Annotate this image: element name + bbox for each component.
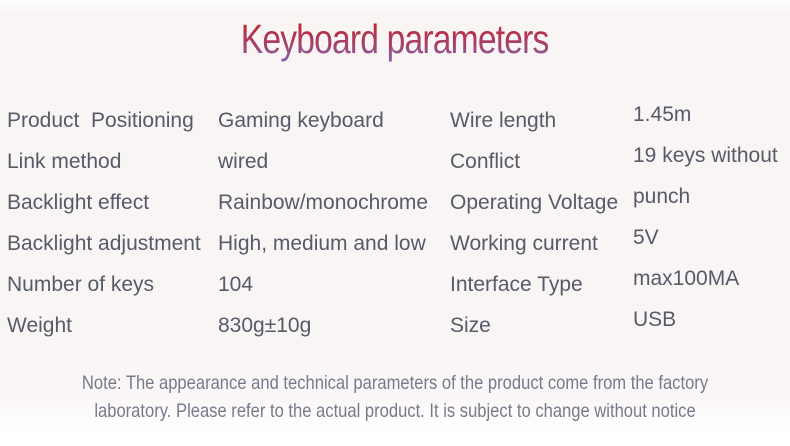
spec-label: Backlight adjustment	[7, 231, 201, 255]
disclaimer-line-1: Note: The appearance and technical parameters of the product come from the factory	[81, 372, 709, 394]
disclaimer-line-2: laboratory. Please refer to the actual product. It is subject to change without notice	[94, 400, 696, 422]
spec-row-conflict	[450, 141, 786, 182]
spec-row-size	[450, 305, 786, 346]
spec-value: 830g±10g	[218, 313, 312, 337]
spec-label: Operating Voltage	[450, 190, 619, 214]
spec-value: max100MA	[633, 266, 740, 290]
title-container	[0, 16, 790, 63]
spec-value: Rainbow/monochrome	[218, 190, 429, 214]
spec-value: 104	[218, 272, 254, 296]
spec-label: Product Positioning	[7, 108, 194, 132]
spec-value: wired	[218, 149, 269, 173]
spec-label: Size	[450, 313, 491, 337]
spec-value: 1.45m	[633, 102, 692, 126]
spec-row-operating-voltage	[450, 182, 786, 223]
spec-column-left	[7, 100, 447, 346]
spec-row-link-method	[7, 141, 447, 182]
spec-value: 5V	[633, 225, 659, 249]
spec-value: 19 keys without	[633, 143, 778, 167]
spec-column-right	[450, 100, 786, 346]
spec-label: Backlight effect	[7, 190, 150, 214]
spec-row-product-positioning	[7, 100, 447, 141]
disclaimer-note	[0, 369, 790, 425]
spec-row-wire-length	[450, 100, 786, 141]
spec-row-working-current	[450, 223, 786, 264]
spec-row-weight	[7, 305, 447, 346]
spec-value: Gaming keyboard	[218, 108, 384, 132]
spec-label: Weight	[7, 313, 72, 337]
spec-label: Link method	[7, 149, 122, 173]
spec-row-interface-type	[450, 264, 786, 305]
spec-label: Wire length	[450, 108, 557, 132]
spec-row-backlight-effect	[7, 182, 447, 223]
spec-row-number-of-keys	[7, 264, 447, 305]
spec-label: Working current	[450, 231, 598, 255]
spec-value: USB	[633, 307, 677, 331]
spec-label: Conflict	[450, 149, 521, 173]
spec-label: Interface Type	[450, 272, 583, 296]
page-title: Keyboard parameters	[241, 16, 549, 62]
spec-value: punch	[633, 184, 691, 208]
spec-row-backlight-adjustment	[7, 223, 447, 264]
spec-label: Number of keys	[7, 272, 155, 296]
spec-value: High, medium and low	[218, 231, 426, 255]
